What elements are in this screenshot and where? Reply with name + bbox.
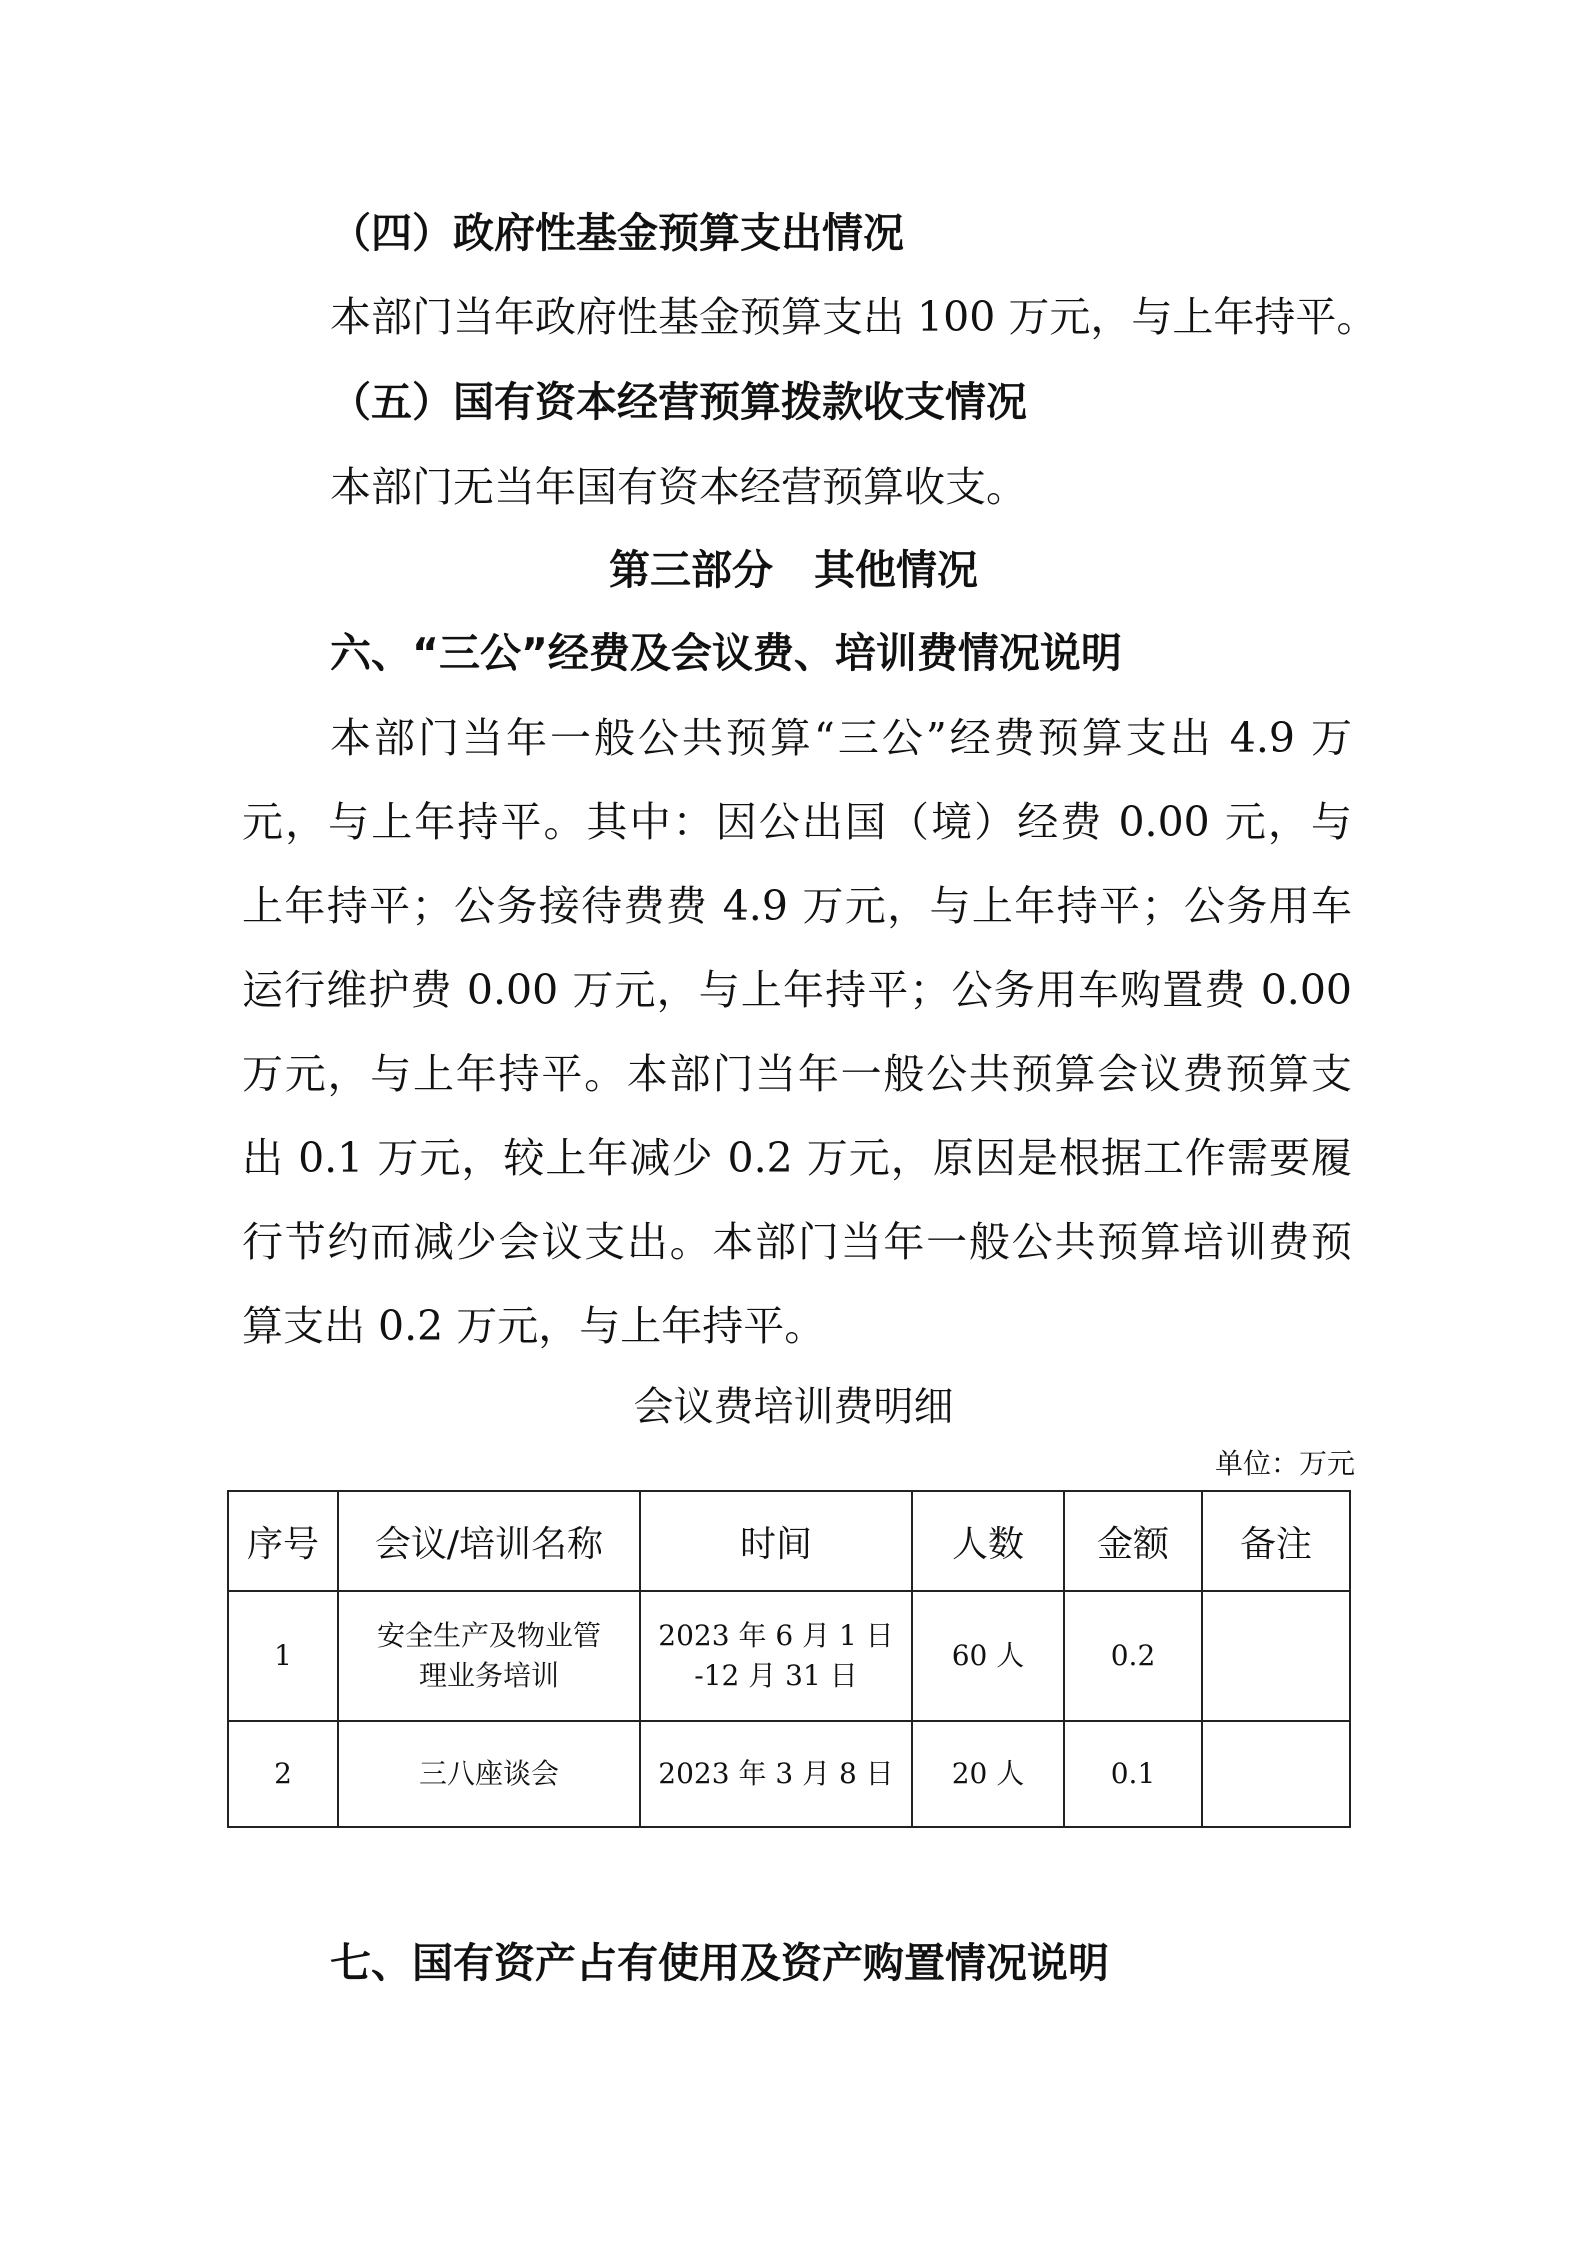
column-header-name: 会议/培训名称 xyxy=(338,1491,640,1591)
column-header-people: 人数 xyxy=(912,1491,1064,1591)
paragraph-three-public-line-5: 万元，与上年持平。本部门当年一般公共预算会议费预算支 xyxy=(242,1050,1352,1098)
table-row xyxy=(228,1721,1350,1827)
cell-remark xyxy=(1202,1721,1350,1827)
section-heading-state-assets: 七、国有资产占有使用及资产购置情况说明 xyxy=(330,1939,1109,1987)
cell-name: 三八座谈会 xyxy=(338,1721,640,1827)
paragraph-three-public-line-3: 上年持平；公务接待费费 4.9 万元，与上年持平；公务用车 xyxy=(242,882,1352,930)
column-header-remark: 备注 xyxy=(1202,1491,1350,1591)
section-heading-three-public: 六、“三公”经费及会议费、培训费情况说明 xyxy=(330,629,1122,677)
cell-time xyxy=(640,1591,912,1721)
section-heading-government-fund: （四）政府性基金预算支出情况 xyxy=(330,209,904,257)
column-header-number: 序号 xyxy=(228,1491,338,1591)
table-title: 会议费培训费明细 xyxy=(633,1384,954,1430)
table-row xyxy=(228,1591,1350,1721)
column-header-time: 时间 xyxy=(640,1491,912,1591)
cell-remark xyxy=(1202,1591,1350,1721)
table-unit-label: 单位：万元 xyxy=(1214,1447,1355,1480)
table-header-row xyxy=(228,1491,1350,1591)
paragraph-three-public-line-2: 元，与上年持平。其中：因公出国（境）经费 0.00 元，与 xyxy=(242,798,1352,846)
meeting-training-fee-table xyxy=(227,1490,1351,1828)
paragraph-three-public-line-6: 出 0.1 万元，较上年减少 0.2 万元，原因是根据工作需要履 xyxy=(242,1134,1352,1182)
cell-number: 1 xyxy=(228,1591,338,1721)
cell-name xyxy=(338,1591,640,1721)
section-heading-state-capital: （五）国有资本经营预算拨款收支情况 xyxy=(330,378,1027,426)
cell-number: 2 xyxy=(228,1721,338,1827)
column-header-amount: 金额 xyxy=(1064,1491,1202,1591)
cell-time-line-2: -12 月 31 日 xyxy=(694,1659,858,1692)
paragraph-three-public-line-1: 本部门当年一般公共预算“三公”经费预算支出 4.9 万 xyxy=(330,714,1352,762)
paragraph-three-public-line-7: 行节约而减少会议支出。本部门当年一般公共预算培训费预 xyxy=(242,1218,1352,1266)
paragraph-three-public-line-8: 算支出 0.2 万元，与上年持平。 xyxy=(242,1302,826,1350)
paragraph-state-capital: 本部门无当年国有资本经营预算收支。 xyxy=(330,463,1027,511)
paragraph-government-fund: 本部门当年政府性基金预算支出 100 万元，与上年持平。 xyxy=(330,293,1378,341)
paragraph-three-public-line-4: 运行维护费 0.00 万元，与上年持平；公务用车购置费 0.00 xyxy=(242,966,1352,1014)
cell-amount: 0.2 xyxy=(1064,1591,1202,1721)
cell-name-line-1: 安全生产及物业管 xyxy=(376,1619,601,1652)
cell-people: 20 人 xyxy=(912,1721,1064,1827)
cell-people: 60 人 xyxy=(912,1591,1064,1721)
cell-time: 2023 年 3 月 8 日 xyxy=(640,1721,912,1827)
cell-amount: 0.1 xyxy=(1064,1721,1202,1827)
cell-time-line-1: 2023 年 6 月 1 日 xyxy=(658,1619,894,1652)
cell-name-line-2: 理业务培训 xyxy=(418,1659,559,1692)
part-three-title: 第三部分 其他情况 xyxy=(609,546,978,594)
